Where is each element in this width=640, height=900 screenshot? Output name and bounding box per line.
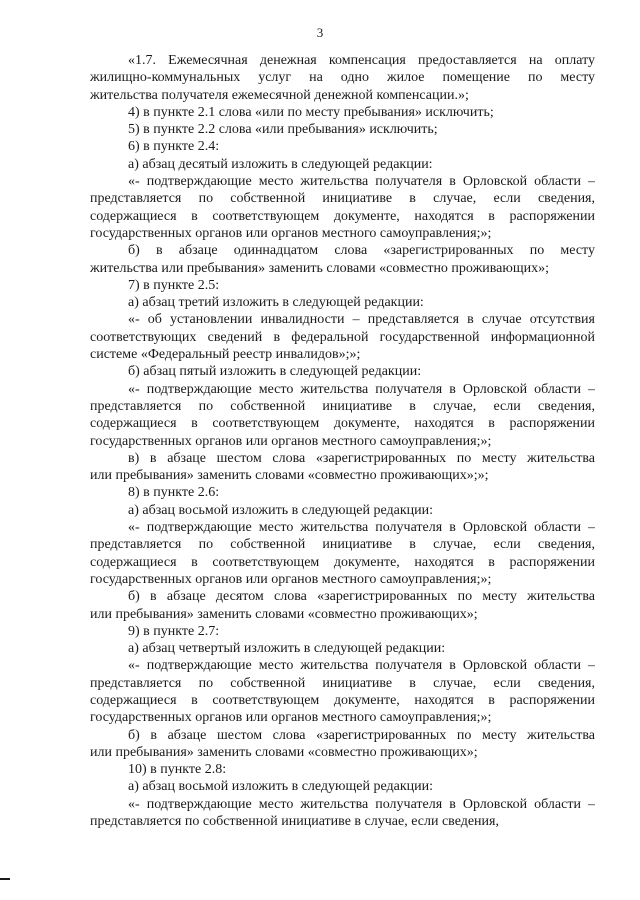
paragraph-line-first: «- подтверждающие место жительства получателя в Орловской области – <box>128 520 595 536</box>
paragraph-line: представляется по собственной инициативе в случае, если сведения, <box>90 814 499 830</box>
paragraph-line: содержащиеся в соответствующем документе, находятся в распоряжении <box>90 416 595 432</box>
paragraph-line: системе «Федеральный реестр инвалидов»;»; <box>90 347 361 363</box>
paragraph-line-first: 4) в пункте 2.1 слова «или по месту пребывания» исключить; <box>128 104 494 120</box>
paragraph-line: жилищно-коммунальных услуг на одно жилое помещение по месту <box>90 70 595 86</box>
paragraph-line: государственных органов или органов местного самоуправления;»; <box>90 571 492 587</box>
paragraph-line-first: «- подтверждающие место жительства получателя в Орловской области – <box>128 381 595 397</box>
paragraph-line: государственных органов или органов местного самоуправления;»; <box>90 225 492 241</box>
paragraph-line-first: а) абзац десятый изложить в следующей редакции: <box>128 156 433 172</box>
page-edge-mark <box>0 878 10 880</box>
paragraph-line-first: «1.7. Ежемесячная денежная компенсация предоставляется на оплату <box>128 53 595 68</box>
paragraph-line-first: а) абзац третий изложить в следующей редакции: <box>128 295 424 311</box>
paragraph-line-first: а) абзац восьмой изложить в следующей редакции: <box>128 502 434 518</box>
paragraph-line: представляется по собственной инициативе в случае, если сведения, <box>90 191 595 207</box>
paragraph-line: или пребывания» заменить словами «совместно проживающих»;»; <box>90 468 489 484</box>
paragraph-line: представляется по собственной инициативе в случае, если сведения, <box>90 675 595 691</box>
paragraph-line-first: б) в абзаце одиннадцатом слова «зарегистрированных по месту <box>128 243 595 259</box>
page-number: 3 <box>316 25 324 40</box>
paragraph-line: жительства или пребывания» заменить словами «совместно проживающих»; <box>90 260 550 276</box>
paragraph-line-first: «- подтверждающие место жительства получателя в Орловской области – <box>128 174 595 190</box>
paragraph-line-first: б) в абзаце десятом слова «зарегистрированных по месту жительства <box>128 589 595 605</box>
paragraph-line: содержащиеся в соответствующем документе, находятся в распоряжении <box>90 554 595 570</box>
paragraph-line: государственных органов или органов местного самоуправления;»; <box>90 710 492 726</box>
paragraph-line-first: 5) в пункте 2.2 слова «или пребывания» исключить; <box>128 122 438 138</box>
paragraph-line-first: 7) в пункте 2.5: <box>128 277 220 293</box>
paragraph-line-first: «- об установлении инвалидности – представляется в случае отсутствия <box>128 312 595 328</box>
paragraph-line-first: 8) в пункте 2.6: <box>128 485 220 501</box>
paragraph-line-first: 9) в пункте 2.7: <box>128 623 220 639</box>
paragraph-line-first: «- подтверждающие место жительства получателя в Орловской области – <box>128 658 595 674</box>
paragraph-line-first: б) в абзаце шестом слова «зарегистрированных по месту жительства <box>128 727 595 743</box>
paragraph-line-first: 10) в пункте 2.8: <box>128 762 227 778</box>
paragraph-line: или пребывания» заменить словами «совместно проживающих»; <box>90 744 478 760</box>
document-body <box>90 52 595 830</box>
paragraph-line: представляется по собственной инициативе в случае, если сведения, <box>90 537 595 553</box>
paragraph-line-first: а) абзац четвертый изложить в следующей редакции: <box>128 641 446 657</box>
paragraph-line-first: 6) в пункте 2.4: <box>128 139 220 155</box>
paragraph-line-first: а) абзац восьмой изложить в следующей редакции: <box>128 779 434 795</box>
paragraph-line: представляется по собственной инициативе в случае, если сведения, <box>90 398 595 414</box>
paragraph-line: или пребывания» заменить словами «совместно проживающих»; <box>90 606 478 622</box>
paragraph-line: государственных органов или органов местного самоуправления;»; <box>90 433 492 449</box>
paragraph-line: содержащиеся в соответствующем документе, находятся в распоряжении <box>90 692 595 708</box>
paragraph-line-first: б) абзац пятый изложить в следующей редакции: <box>128 364 422 380</box>
paragraph-line: жительства получателя ежемесячной денежной компенсации.»; <box>90 87 469 103</box>
paragraph-line-first: «- подтверждающие место жительства получателя в Орловской области – <box>128 796 595 812</box>
paragraph-line: содержащиеся в соответствующем документе, находятся в распоряжении <box>90 208 595 224</box>
paragraph-line-first: в) в абзаце шестом слова «зарегистрированных по месту жительства <box>128 450 595 466</box>
paragraph-line: соответствующих сведений в федеральной государственной информационной <box>90 329 595 345</box>
